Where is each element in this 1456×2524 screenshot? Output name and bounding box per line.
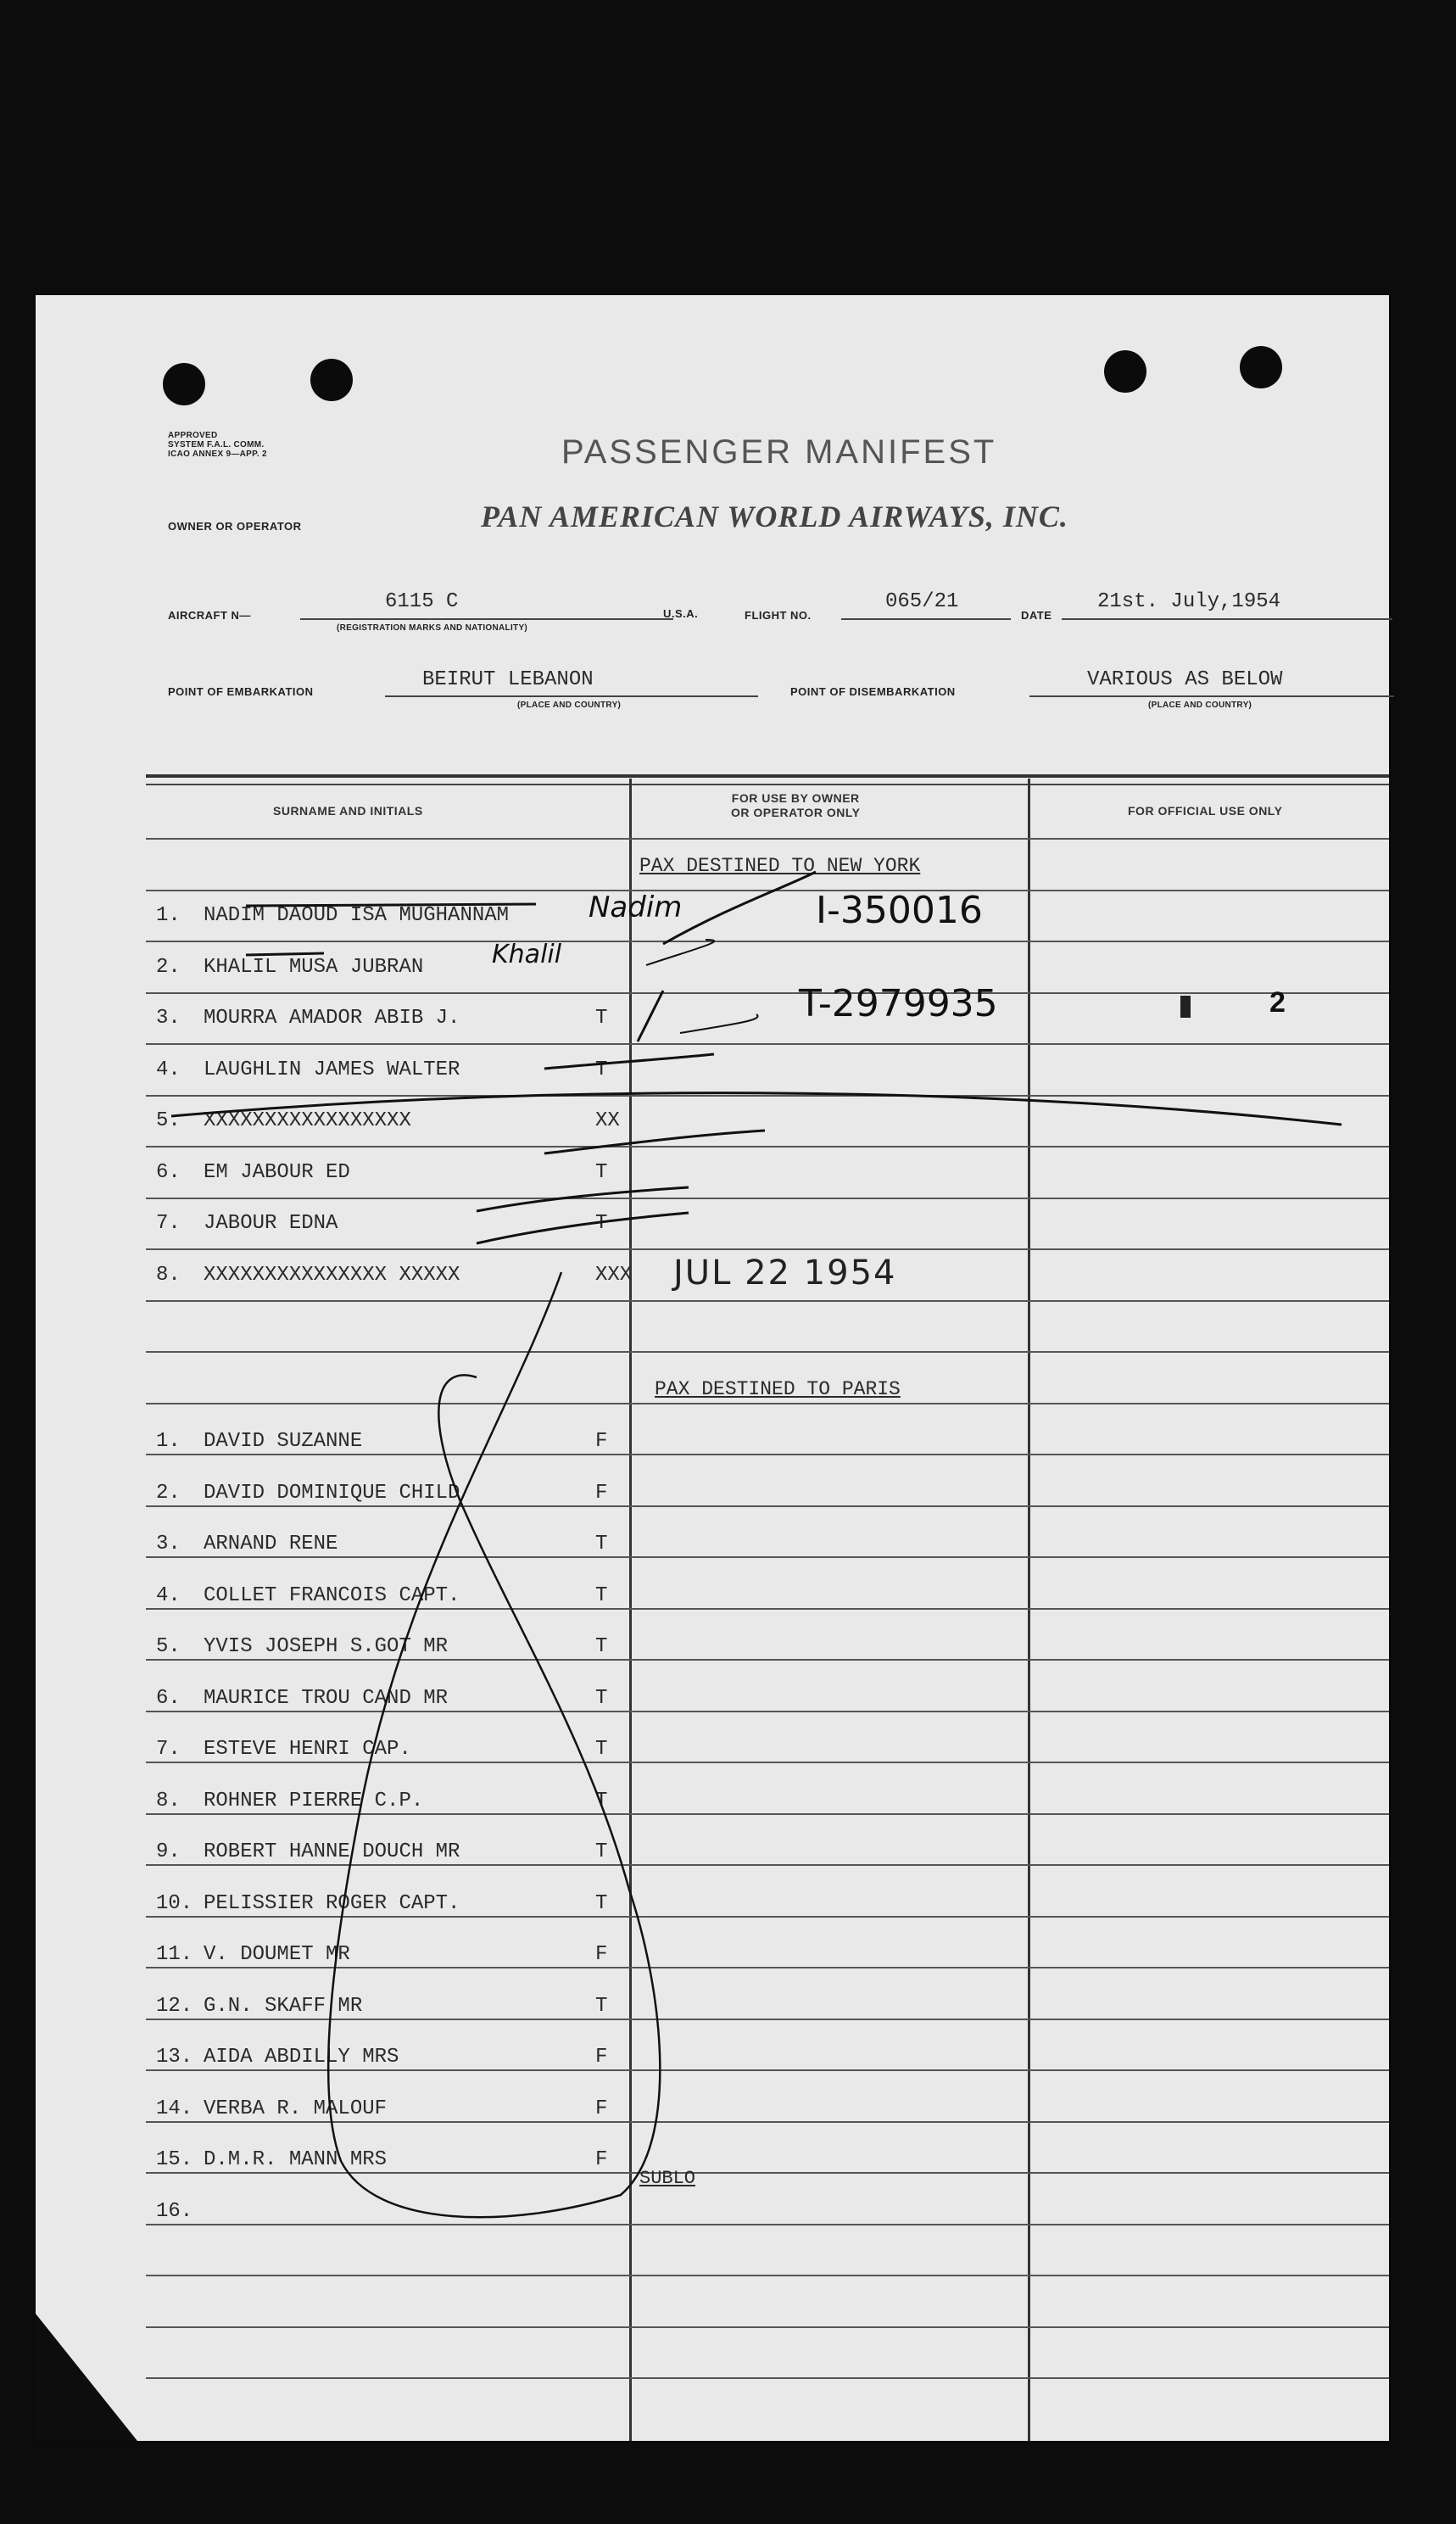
handwritten-visa-2: T-2979935 — [799, 982, 998, 1025]
passenger-status-mark: F — [595, 1430, 608, 1453]
passenger-name: DAVID DOMINIQUE CHILD — [204, 1481, 460, 1505]
owner-label: OWNER OR OPERATOR — [168, 520, 302, 533]
embark-label: POINT OF EMBARKATION — [168, 685, 314, 698]
passenger-number: 16. — [156, 2199, 193, 2223]
sublo-note: SUBLO — [639, 2168, 696, 2189]
passenger-number: 2. — [156, 955, 181, 979]
passenger-number: 4. — [156, 1058, 181, 1081]
passenger-number: 4. — [156, 1583, 181, 1607]
flight-value: 065/21 — [885, 590, 959, 613]
passenger-status-mark: F — [595, 1481, 608, 1505]
passenger-name: ARNAND RENE — [204, 1533, 338, 1555]
passenger-number: 6. — [156, 1160, 181, 1184]
passenger-status-mark: T — [595, 1058, 608, 1081]
passenger-name: ROBERT HANNE DOUCH MR — [204, 1840, 460, 1863]
passenger-status-mark: T — [595, 1840, 608, 1863]
passenger-number: 10. — [156, 1891, 193, 1915]
passenger-number: 9. — [156, 1840, 181, 1863]
passenger-name: LAUGHLIN JAMES WALTER — [204, 1058, 460, 1081]
passenger-status-mark: T — [595, 1789, 608, 1812]
section-paris: PAX DESTINED TO PARIS — [655, 1378, 901, 1400]
passenger-name: COLLET FRANCOIS CAPT. — [204, 1583, 460, 1607]
passenger-status-mark: T — [595, 1583, 608, 1607]
passenger-number: 11. — [156, 1943, 193, 1966]
date-label: DATE — [1021, 609, 1052, 622]
passenger-status-mark: F — [595, 2148, 608, 2171]
handwritten-visa-1: I-350016 — [816, 889, 983, 932]
passenger-number: 8. — [156, 1789, 181, 1812]
passenger-number: 5. — [156, 1109, 181, 1132]
page-title: PASSENGER MANIFEST — [561, 433, 997, 471]
torn-corner — [36, 2314, 137, 2441]
passenger-number: 3. — [156, 1007, 181, 1030]
passenger-name: V. DOUMET MR — [204, 1943, 350, 1966]
passenger-number: 7. — [156, 1212, 181, 1235]
passenger-status-mark: T — [595, 1686, 608, 1710]
passenger-name: AIDA ABDILLY MRS — [204, 2046, 399, 2069]
passenger-name: JABOUR EDNA — [204, 1212, 338, 1235]
disembark-value: VARIOUS AS BELOW — [1087, 668, 1283, 691]
passenger-status-mark: T — [595, 1891, 608, 1915]
disembark-label: POINT OF DISEMBARKATION — [790, 685, 956, 698]
embark-value: BEIRUT LEBANON — [422, 668, 594, 691]
passenger-status-mark: T — [595, 1533, 608, 1555]
embark-caption: (PLACE AND COUNTRY) — [517, 701, 622, 710]
section-new-york: PAX DESTINED TO NEW YORK — [639, 855, 921, 877]
passenger-number: 14. — [156, 2097, 193, 2120]
airline-name: PAN AMERICAN WORLD AIRWAYS, INC. — [481, 500, 1068, 533]
aircraft-value: 6115 C — [385, 590, 459, 613]
passenger-name: NADIM DAOUD ISA MUGHANNAM — [204, 904, 510, 927]
passenger-number: 8. — [156, 1263, 181, 1287]
passenger-name: MOURRA AMADOR ABIB J. — [204, 1007, 460, 1030]
aircraft-label: AIRCRAFT N— — [168, 609, 251, 622]
disembark-caption: (PLACE AND COUNTRY) — [1148, 701, 1252, 710]
passenger-name: XXXXXXXXXXXXXXX XXXXX — [204, 1263, 460, 1287]
passenger-name: MAURICE TROU CAND MR — [204, 1686, 449, 1710]
passenger-number: 7. — [156, 1738, 181, 1761]
passenger-number: 2. — [156, 1481, 181, 1505]
col-surname-header: SURNAME AND INITIALS — [273, 804, 423, 818]
passenger-name: XXXXXXXXXXXXXXXXX — [204, 1109, 411, 1132]
passenger-status-mark: F — [595, 1943, 608, 1966]
passenger-status-mark: T — [595, 1007, 608, 1030]
handwritten-khalil: Khalil — [492, 940, 562, 969]
passenger-number: 3. — [156, 1533, 181, 1555]
passenger-name: ROHNER PIERRE C.P. — [204, 1789, 424, 1812]
date-stamp: JUL 22 1954 — [673, 1254, 897, 1293]
passenger-number: 12. — [156, 1994, 193, 2018]
passenger-status-mark: T — [595, 1635, 608, 1658]
passenger-name: VERBA R. MALOUF — [204, 2097, 388, 2120]
passenger-name: YVIS JOSEPH S.GOT MR — [204, 1635, 449, 1658]
passenger-status-mark: XX — [595, 1109, 620, 1132]
passenger-number: 15. — [156, 2148, 193, 2171]
approval-note: APPROVED SYSTEM F.A.L. COMM. ICAO ANNEX 9—APP. 2 — [168, 431, 267, 459]
passenger-number: 13. — [156, 2046, 193, 2069]
passenger-name: G.N. SKAFF MR — [204, 1994, 363, 2018]
col-owner-header: FOR USE BY OWNER OR OPERATOR ONLY — [731, 791, 861, 819]
passenger-name: D.M.R. MANN MRS — [204, 2148, 388, 2171]
passenger-status-mark: F — [595, 2046, 608, 2069]
passenger-status-mark: T — [595, 1212, 608, 1235]
usa-label: U.S.A. — [663, 607, 699, 620]
col-official-header: FOR OFFICIAL USE ONLY — [1128, 804, 1283, 818]
flight-label: FLIGHT NO. — [745, 609, 812, 622]
passenger-status-mark: T — [595, 1160, 608, 1184]
passenger-name: KHALIL MUSA JUBRAN — [204, 955, 424, 979]
passenger-number: 5. — [156, 1635, 181, 1658]
passenger-name: EM JABOUR ED — [204, 1160, 350, 1184]
passenger-name: PELISSIER ROGER CAPT. — [204, 1891, 460, 1915]
official-count: 2 — [1269, 986, 1286, 1019]
aircraft-caption: (REGISTRATION MARKS AND NATIONALITY) — [337, 623, 528, 633]
date-value: 21st. July,1954 — [1097, 590, 1281, 613]
ink-strokes — [36, 295, 1389, 2441]
passenger-number: 6. — [156, 1686, 181, 1710]
passenger-status-mark: XXX — [595, 1263, 633, 1287]
passenger-status-mark: T — [595, 1738, 608, 1761]
passenger-status-mark: T — [595, 1994, 608, 2018]
passenger-number: 1. — [156, 904, 181, 927]
passenger-name: ESTEVE HENRI CAP. — [204, 1738, 411, 1761]
passenger-name: DAVID SUZANNE — [204, 1430, 363, 1453]
passenger-status-mark: F — [595, 2097, 608, 2120]
handwritten-nadim: Nadim — [589, 891, 683, 924]
manifest-sheet — [36, 295, 1389, 2441]
passenger-number: 1. — [156, 1430, 181, 1453]
